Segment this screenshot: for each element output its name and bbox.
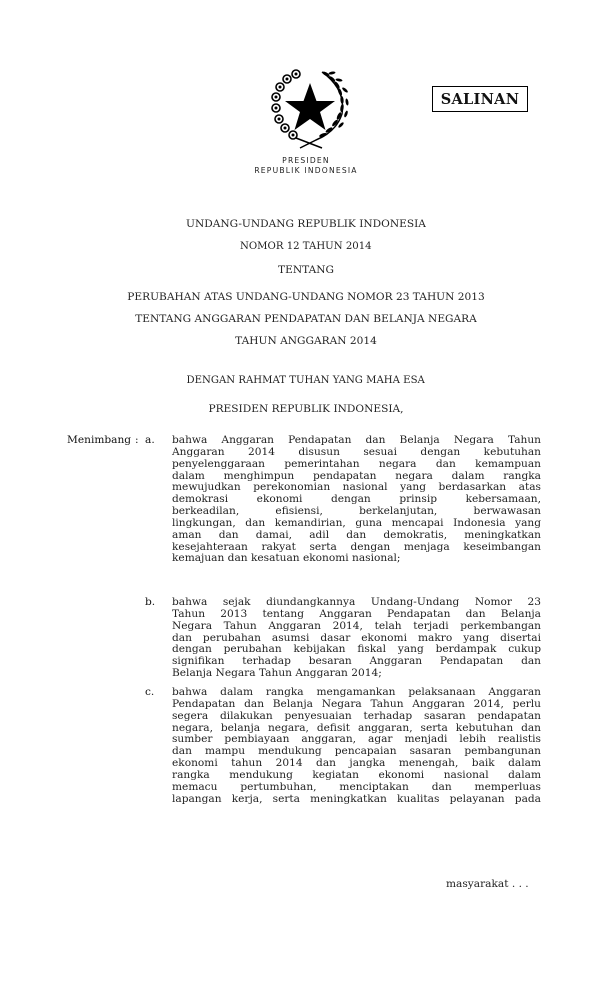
preamble-president: PRESIDEN REPUBLIK INDONESIA, — [208, 403, 404, 415]
subject-line-1: PERUBAHAN ATAS UNDANG-UNDANG NOMOR 23 TAHUN 2013 — [127, 291, 485, 303]
menimbang-label: Menimbang — [67, 434, 132, 446]
text-line: Pendapatan dan Belanja Negara Tahun Anggaran 2014, perlu — [172, 697, 541, 710]
item-letter-a: a. — [145, 434, 155, 446]
text-line: Anggaran 2014 disusun sesuai dengan kebutuhan — [172, 445, 541, 458]
text-line: segera dilakukan penyesuaian terhadap sasaran pendapatan — [172, 709, 541, 722]
preamble-divine: DENGAN RAHMAT TUHAN YANG MAHA ESA — [186, 374, 426, 386]
menimbang-colon: : — [135, 434, 139, 446]
text-line: dengan perubahan kebijakan fiskal yang berdampak cukup — [172, 643, 541, 656]
text-line: berkeadilan, efisiensi, berkelanjutan, berwawasan — [172, 505, 541, 518]
item-letter-c: c. — [145, 686, 155, 698]
text-line: Belanja Negara Tahun Anggaran 2014; — [172, 667, 382, 680]
text-line: memacu pertumbuhan, menciptakan dan memperluas — [172, 780, 541, 793]
law-number: NOMOR 12 TAHUN 2014 — [240, 240, 372, 252]
text-line: lapangan kerja, serta meningkatkan kualitas pelayanan pada — [172, 792, 541, 805]
text-line: Negara Tahun Anggaran 2014, telah terjadi perkembangan — [172, 619, 541, 632]
consideration-item-b — [172, 597, 541, 680]
subject-line-2: TENTANG ANGGARAN PENDAPATAN DAN BELANJA NEGARA — [135, 313, 477, 325]
text-line: kesejahteraan rakyat serta dengan menjaga keseimbangan — [172, 540, 541, 553]
text-line: bahwa Anggaran Pendapatan dan Belanja Negara Tahun — [172, 434, 541, 446]
text-line: bahwa sejak diundangkannya Undang-Undang Nomor 23 — [172, 596, 541, 608]
consideration-item-c — [172, 687, 541, 805]
text-line: demokrasi ekonomi dengan prinsip kebersamaan, — [172, 493, 541, 506]
text-line: aman dan damai, adil dan demokratis, meningkatkan — [172, 528, 541, 541]
salinan-stamp: SALINAN — [432, 86, 528, 112]
text-line: bahwa dalam rangka mengamankan pelaksanaan Anggaran — [172, 686, 541, 698]
text-line: lingkungan, dan kemandirian, guna mencapai Indonesia yang — [172, 516, 541, 529]
republik-indonesia-label: REPUBLIK INDONESIA — [254, 166, 358, 175]
consideration-item-a — [172, 435, 541, 565]
tentang-label: TENTANG — [278, 264, 334, 276]
text-line: signifikan terhadap besaran Anggaran Pendapatan dan — [172, 655, 541, 668]
text-line: dan mampu mendukung pencapaian sasaran pembangunan — [172, 745, 541, 758]
text-line: mewujudkan perekonomian nasional yang berdasarkan atas — [172, 481, 541, 494]
text-line: sumber pembiayaan anggaran, agar menjadi lebih realistis — [172, 733, 541, 746]
text-line: negara, belanja negara, defisit anggaran, serta kebutuhan dan — [172, 721, 541, 734]
item-letter-b: b. — [145, 596, 156, 608]
text-line: rangka mendukung kegiatan ekonomi nasional dalam — [172, 768, 541, 781]
text-line: penyelenggaraan pemerintahan negara dan kemampuan — [172, 457, 541, 470]
presidential-seal-icon — [266, 64, 354, 154]
text-line: ekonomi tahun 2014 dan jangka menengah, baik dalam — [172, 757, 541, 770]
page-continuation: masyarakat . . . — [446, 878, 529, 890]
text-line: Tahun 2013 tentang Anggaran Pendapatan dan Belanja — [172, 607, 541, 620]
law-title: UNDANG-UNDANG REPUBLIK INDONESIA — [186, 218, 426, 230]
text-line: dalam menghimpun pendapatan negara dalam rangka — [172, 469, 541, 482]
presiden-label: PRESIDEN — [282, 156, 330, 165]
subject-line-3: TAHUN ANGGARAN 2014 — [235, 335, 377, 347]
text-line: kemajuan dan kesatuan ekonomi nasional; — [172, 552, 401, 565]
text-line: dan perubahan asumsi dasar ekonomi makro yang disertai — [172, 631, 541, 644]
